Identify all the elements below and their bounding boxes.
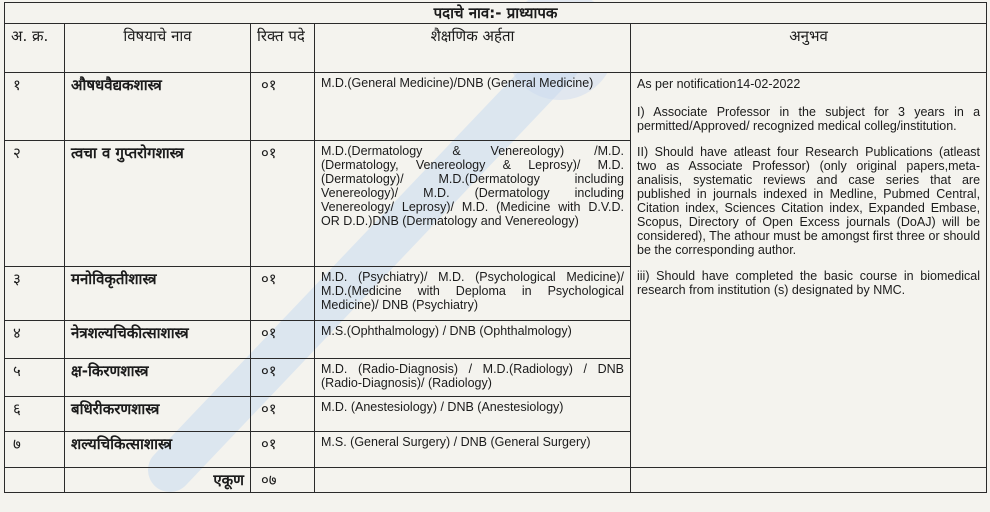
vacancy-count: ०१ (251, 321, 315, 359)
qualification-text: M.D. (Anestesiology) / DNB (Anestesiology) (315, 397, 631, 432)
header-vacancies: रिक्त पदे (251, 24, 315, 73)
header-subject: विषयाचे नाव (65, 24, 251, 73)
row-number: ४ (5, 321, 65, 359)
qualification-text: M.S. (General Surgery) / DNB (General Surgery) (315, 432, 631, 468)
table-title: पदाचे नाव:- प्राध्यापक (5, 3, 987, 24)
subject-name: त्वचा व गुप्तरोगशास्त्र (65, 141, 251, 267)
vacancy-count: ०१ (251, 432, 315, 468)
subject-name: नेत्रशल्यचिकीत्साशास्त्र (65, 321, 251, 359)
subject-name: शल्यचिकित्साशास्त्र (65, 432, 251, 468)
total-row (5, 468, 987, 493)
header-qualification: शैक्षणिक अर्हता (315, 24, 631, 73)
subject-name: औषधवैद्यकशास्त्र (65, 73, 251, 141)
row-number: ७ (5, 432, 65, 468)
row-number: ३ (5, 267, 65, 321)
experience-point-2: II) Should have atleast four Research Publications (atleast two as Associate Professor) (only original papers,meta-analisis, systematic reviews and case series that are published in journals indexed in Medline, Pubmed Central, Citation index, Sciences Citation index, Expanded Embase, Scopus, Directory of Open Excess journals (DoAJ) will be considered), The athour must be amongst first three or should be the corresponding author. (637, 145, 981, 257)
subject-name: मनोविकृतीशास्त्र (65, 267, 251, 321)
row-number: २ (5, 141, 65, 267)
vacancy-table (4, 2, 987, 493)
row-number: ६ (5, 397, 65, 432)
row-number: १ (5, 73, 65, 141)
vacancy-count: ०१ (251, 73, 315, 141)
qualification-text: M.S.(Ophthalmology) / DNB (Ophthalmology) (315, 321, 631, 359)
experience-point-1: I) Associate Professor in the subject for 3 years in a permitted/Approved/ recognized medical colleg/institution. (637, 105, 981, 133)
table-row (5, 73, 987, 141)
row-number: ५ (5, 359, 65, 397)
header-sr-no: अ. क्र. (5, 24, 65, 73)
qualification-text: M.D.(Dermatology & Venereology) /M.D. (Dermatology, Venereology & Leprosy)/ M.D. (Dermatology)/ M.D.(Dermatology including Venereology)/ M.D. (Dermatology including Venereology/ Leprosy)/ M.D. (Medicine with D.V.D. OR D.D.)DNB (Dermatology and Venereology) (315, 141, 631, 267)
vacancy-count: ०१ (251, 267, 315, 321)
qualification-text: M.D. (Psychiatry)/ M.D. (Psychological Medicine)/ M.D.(Medicine with Deploma in Psychological Medicine)/ DNB (Psychiatry) (315, 267, 631, 321)
vacancy-count: ०१ (251, 141, 315, 267)
experience-notification: As per notification14-02-2022 (637, 77, 801, 91)
experience-cell (631, 73, 987, 468)
qualification-text: M.D.(General Medicine)/DNB (General Medicine) (315, 73, 631, 141)
header-row (5, 24, 987, 73)
subject-name: बधिरीकरणशास्त्र (65, 397, 251, 432)
experience-point-3: iii) Should have completed the basic course in biomedical research from institution (s) designated by NMC. (637, 269, 981, 297)
vacancy-count: ०१ (251, 359, 315, 397)
total-value: ०७ (251, 468, 315, 493)
qualification-text: M.D. (Radio-Diagnosis) / M.D.(Radiology) / DNB (Radio-Diagnosis)/ (Radiology) (315, 359, 631, 397)
vacancy-count: ०१ (251, 397, 315, 432)
subject-name: क्ष-किरणशास्त्र (65, 359, 251, 397)
total-label: एकूण (65, 468, 251, 493)
header-experience: अनुभव (631, 24, 987, 73)
